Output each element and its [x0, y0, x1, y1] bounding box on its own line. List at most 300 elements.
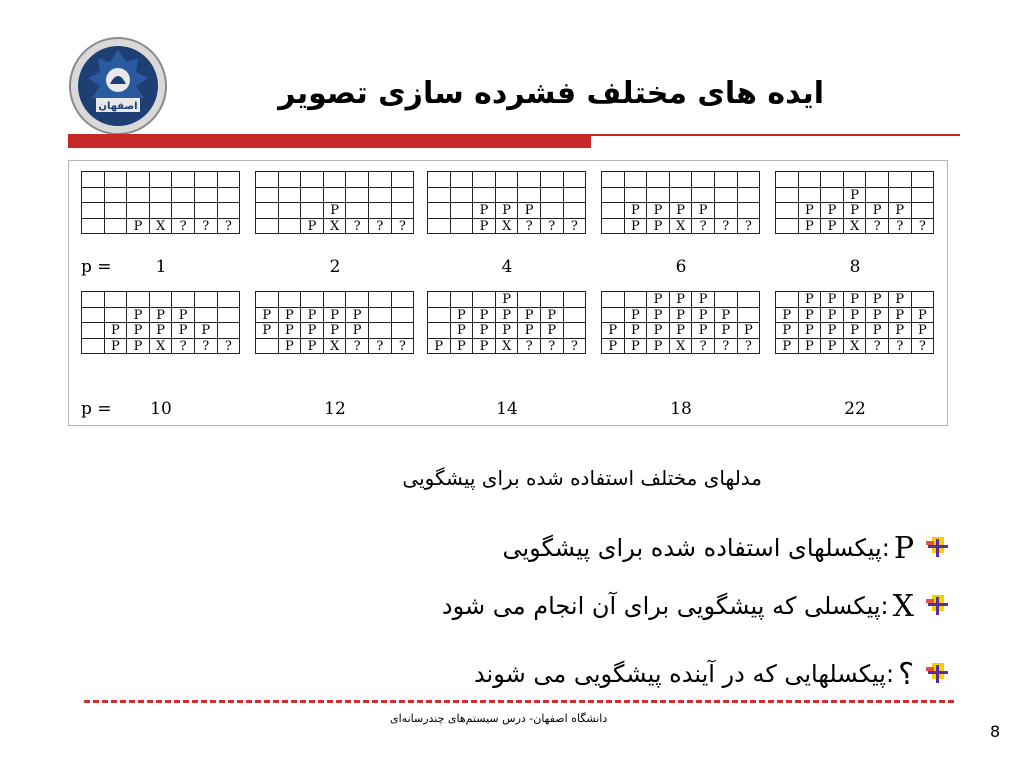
- grid-cell: [776, 292, 799, 308]
- grid-cell: [105, 188, 128, 204]
- grid-cell: ?: [912, 219, 935, 235]
- grid-cell: X: [150, 219, 173, 235]
- grid-cell: X: [324, 339, 347, 355]
- grid-cell: ?: [866, 219, 889, 235]
- grid-cell: [738, 188, 761, 204]
- grid-cell: P: [195, 323, 218, 339]
- grid-cell: [218, 172, 241, 188]
- grid-cell: P: [844, 323, 867, 339]
- grid-cell: [127, 172, 150, 188]
- grid-cell: P: [279, 339, 302, 355]
- grid-cell: [692, 188, 715, 204]
- p-value: 6: [675, 257, 687, 277]
- grid-cell: P: [844, 203, 867, 219]
- grid-cell: [564, 323, 587, 339]
- grid-cell: [392, 188, 415, 204]
- grid-cell: P: [105, 323, 128, 339]
- grid-cell: P: [799, 308, 822, 324]
- legend-item: [442, 586, 950, 626]
- grid-cell: [279, 203, 302, 219]
- grid-cell: P: [647, 339, 670, 355]
- grid-cell: [738, 203, 761, 219]
- grid-cell: [428, 323, 451, 339]
- grid-cell: P: [518, 308, 541, 324]
- grid-cell: P: [428, 339, 451, 355]
- grid-cell: [82, 292, 105, 308]
- template-grid: [427, 291, 586, 354]
- grid-cell: [105, 219, 128, 235]
- grid-cell: [195, 188, 218, 204]
- grid-cell: [602, 172, 625, 188]
- grid-cell: [301, 172, 324, 188]
- grid-cell: P: [279, 308, 302, 324]
- grid-cell: P: [496, 292, 519, 308]
- grid-cell: P: [150, 308, 173, 324]
- grid-cell: X: [496, 219, 519, 235]
- grid-cell: P: [844, 188, 867, 204]
- grid-cell: [346, 188, 369, 204]
- grid-cell: P: [647, 323, 670, 339]
- grid-cell: P: [541, 308, 564, 324]
- grid-cell: [428, 292, 451, 308]
- grid-cell: ?: [541, 339, 564, 355]
- grid-cell: [602, 219, 625, 235]
- legend-symbol: P: [893, 530, 914, 566]
- grid-cell: P: [647, 219, 670, 235]
- grid-cell: P: [150, 323, 173, 339]
- grid-cell: P: [279, 323, 302, 339]
- grid-cell: ?: [889, 339, 912, 355]
- grid-cell: P: [692, 308, 715, 324]
- grid-cell: P: [821, 339, 844, 355]
- grid-cell: [647, 188, 670, 204]
- grid-cell: [82, 188, 105, 204]
- grid-cell: P: [715, 323, 738, 339]
- grid-cell: [451, 172, 474, 188]
- grid-cell: [451, 219, 474, 235]
- figure-caption: مدلهای مختلف استفاده شده برای پیشگویی: [402, 466, 762, 490]
- grid-cell: [82, 323, 105, 339]
- grid-cell: P: [912, 323, 935, 339]
- grid-cell: [127, 292, 150, 308]
- grid-cell: [518, 172, 541, 188]
- grid-cell: P: [301, 308, 324, 324]
- grid-cell: [392, 292, 415, 308]
- grid-cell: P: [127, 339, 150, 355]
- grid-cell: [625, 172, 648, 188]
- grid-cell: ?: [541, 219, 564, 235]
- p-label: p =: [81, 257, 112, 277]
- grid-cell: [324, 292, 347, 308]
- grid-cell: [541, 188, 564, 204]
- grid-cell: ?: [346, 339, 369, 355]
- grid-cell: [451, 292, 474, 308]
- grid-cell: P: [625, 339, 648, 355]
- p-label: p =: [81, 399, 112, 419]
- grid-cell: [195, 308, 218, 324]
- grid-cell: [324, 172, 347, 188]
- grid-cell: [715, 188, 738, 204]
- grid-cell: [82, 308, 105, 324]
- grid-cell: P: [105, 339, 128, 355]
- grid-cell: [564, 172, 587, 188]
- grid-cell: P: [799, 323, 822, 339]
- footer-text: دانشگاه اصفهان- درس سیستم‌های چندرسانه‌ای: [390, 712, 608, 725]
- grid-cell: [541, 292, 564, 308]
- grid-cell: [715, 172, 738, 188]
- grid-cell: [799, 188, 822, 204]
- grid-cell: [564, 308, 587, 324]
- grid-cell: P: [518, 323, 541, 339]
- grid-cell: ?: [692, 219, 715, 235]
- grid-cell: [301, 188, 324, 204]
- grid-cell: X: [670, 339, 693, 355]
- grid-cell: P: [625, 308, 648, 324]
- grid-cell: [602, 308, 625, 324]
- grid-cell: [369, 172, 392, 188]
- grid-cell: P: [715, 308, 738, 324]
- grid-cell: [150, 188, 173, 204]
- grid-cell: [518, 292, 541, 308]
- grid-cell: P: [821, 308, 844, 324]
- grid-cell: [715, 292, 738, 308]
- template-grid: [81, 171, 240, 234]
- logo-text: اصفهان: [98, 101, 138, 112]
- grid-cell: [279, 219, 302, 235]
- p-value: 4: [501, 257, 513, 277]
- p-value: 1: [155, 257, 167, 277]
- grid-cell: P: [602, 323, 625, 339]
- grid-cell: P: [821, 219, 844, 235]
- slide-title: ایده های مختلف فشرده سازی تصویر: [278, 76, 824, 111]
- template-grid: [775, 291, 934, 354]
- grid-cell: P: [473, 308, 496, 324]
- grid-cell: P: [451, 308, 474, 324]
- p-value: 8: [849, 257, 861, 277]
- grid-cell: P: [799, 219, 822, 235]
- grid-cell: [218, 203, 241, 219]
- grid-cell: [799, 172, 822, 188]
- grid-cell: [369, 308, 392, 324]
- grid-cell: [564, 203, 587, 219]
- grid-cell: ?: [172, 339, 195, 355]
- grid-cell: [105, 203, 128, 219]
- grid-cell: P: [776, 308, 799, 324]
- grid-cell: P: [324, 203, 347, 219]
- grid-cell: [256, 188, 279, 204]
- title-divider-thick: [68, 134, 591, 148]
- grid-cell: ?: [715, 339, 738, 355]
- grid-cell: [195, 292, 218, 308]
- grid-cell: [172, 292, 195, 308]
- grid-cell: P: [821, 323, 844, 339]
- legend-symbol: X: [892, 588, 914, 624]
- bullet-square-icon: [924, 535, 950, 561]
- grid-cell: ?: [738, 339, 761, 355]
- grid-cell: [821, 172, 844, 188]
- grid-cell: P: [866, 323, 889, 339]
- grid-cell: P: [451, 339, 474, 355]
- grid-cell: [541, 203, 564, 219]
- grid-cell: [369, 188, 392, 204]
- grid-cell: [256, 172, 279, 188]
- grid-cell: [172, 188, 195, 204]
- grid-cell: [473, 292, 496, 308]
- grid-cell: P: [799, 339, 822, 355]
- grid-cell: P: [912, 308, 935, 324]
- grid-cell: [776, 172, 799, 188]
- grid-cell: ?: [866, 339, 889, 355]
- grid-cell: ?: [518, 219, 541, 235]
- grid-cell: X: [324, 219, 347, 235]
- grid-cell: [218, 292, 241, 308]
- grid-cell: ?: [692, 339, 715, 355]
- grid-cell: [889, 188, 912, 204]
- grid-cell: P: [127, 219, 150, 235]
- grid-cell: ?: [912, 339, 935, 355]
- template-grid: [255, 291, 414, 354]
- grid-cell: P: [670, 308, 693, 324]
- grid-cell: [82, 339, 105, 355]
- grid-cell: P: [301, 219, 324, 235]
- p-value: 14: [496, 399, 518, 419]
- grid-cell: [541, 172, 564, 188]
- grid-cell: [738, 308, 761, 324]
- p-value: 18: [670, 399, 692, 419]
- legend-item: [474, 654, 950, 694]
- template-grid: [427, 171, 586, 234]
- p-value: 10: [150, 399, 172, 419]
- grid-cell: [279, 292, 302, 308]
- grid-cell: [218, 188, 241, 204]
- grid-cell: [279, 188, 302, 204]
- legend-item: [502, 528, 950, 568]
- grid-cell: [256, 292, 279, 308]
- grid-cell: P: [473, 203, 496, 219]
- grid-cell: P: [692, 323, 715, 339]
- grid-cell: [195, 172, 218, 188]
- grid-cell: ?: [369, 219, 392, 235]
- footer-dashed-line: [84, 700, 954, 703]
- grid-cell: [369, 292, 392, 308]
- grid-cell: [218, 323, 241, 339]
- template-grid: [601, 171, 760, 234]
- grid-cell: P: [776, 339, 799, 355]
- grid-cell: [369, 323, 392, 339]
- grid-cell: P: [821, 292, 844, 308]
- grid-cell: [428, 308, 451, 324]
- grid-cell: [473, 172, 496, 188]
- grid-cell: [324, 188, 347, 204]
- template-grid: [81, 291, 240, 354]
- p-value: 22: [844, 399, 866, 419]
- page-number: 8: [990, 722, 1001, 741]
- grid-cell: ?: [564, 339, 587, 355]
- grid-cell: P: [301, 323, 324, 339]
- grid-cell: ?: [218, 339, 241, 355]
- grid-cell: P: [889, 308, 912, 324]
- legend-colon: :: [881, 534, 890, 562]
- grid-cell: [369, 203, 392, 219]
- grid-cell: [428, 203, 451, 219]
- grid-cell: [256, 203, 279, 219]
- grid-cell: [866, 188, 889, 204]
- grid-cell: ?: [715, 219, 738, 235]
- grid-cell: [428, 219, 451, 235]
- grid-cell: [392, 172, 415, 188]
- grid-cell: [150, 292, 173, 308]
- grid-cell: [127, 203, 150, 219]
- legend-colon: :: [880, 592, 889, 620]
- grid-cell: [564, 188, 587, 204]
- grid-cell: ?: [392, 219, 415, 235]
- grid-cell: P: [346, 323, 369, 339]
- grid-cell: [625, 292, 648, 308]
- grid-cell: [912, 292, 935, 308]
- grid-cell: P: [473, 323, 496, 339]
- grid-cell: P: [256, 323, 279, 339]
- grid-cell: [844, 172, 867, 188]
- grid-cell: P: [496, 323, 519, 339]
- template-grid: [601, 291, 760, 354]
- grid-cell: [602, 203, 625, 219]
- grid-cell: [346, 172, 369, 188]
- grid-cell: X: [670, 219, 693, 235]
- grid-cell: P: [738, 323, 761, 339]
- grid-cell: P: [670, 292, 693, 308]
- grid-cell: [392, 203, 415, 219]
- grid-cell: P: [602, 339, 625, 355]
- grid-cell: P: [172, 308, 195, 324]
- grid-cell: [279, 172, 302, 188]
- grid-cell: P: [473, 339, 496, 355]
- grid-cell: [301, 292, 324, 308]
- grid-cell: [150, 172, 173, 188]
- grid-cell: P: [451, 323, 474, 339]
- grid-cell: P: [866, 292, 889, 308]
- grid-cell: [256, 219, 279, 235]
- grid-cell: X: [150, 339, 173, 355]
- grid-cell: P: [647, 308, 670, 324]
- grid-cell: [670, 188, 693, 204]
- grid-cell: [625, 188, 648, 204]
- grid-cell: P: [172, 323, 195, 339]
- p-value: 12: [324, 399, 346, 419]
- grid-cell: P: [647, 203, 670, 219]
- grid-cell: ?: [518, 339, 541, 355]
- university-logo-icon: [66, 36, 170, 136]
- grid-cell: [692, 172, 715, 188]
- grid-cell: P: [625, 203, 648, 219]
- grid-cell: P: [889, 323, 912, 339]
- grid-cell: P: [518, 203, 541, 219]
- legend-text: پیکسلهایی که در آینده پیشگویی می شوند: [473, 660, 886, 688]
- grid-cell: P: [889, 292, 912, 308]
- grid-cell: ?: [889, 219, 912, 235]
- grid-cell: [776, 188, 799, 204]
- grid-cell: [451, 188, 474, 204]
- grid-cell: P: [496, 308, 519, 324]
- grid-cell: P: [324, 323, 347, 339]
- grid-cell: P: [301, 339, 324, 355]
- grid-cell: [912, 188, 935, 204]
- grid-cell: [346, 203, 369, 219]
- grid-cell: P: [799, 203, 822, 219]
- grid-cell: [821, 188, 844, 204]
- p-value: 2: [329, 257, 341, 277]
- grid-cell: [776, 219, 799, 235]
- grid-cell: [105, 308, 128, 324]
- grid-cell: [496, 172, 519, 188]
- grid-cell: [564, 292, 587, 308]
- template-grid: [255, 171, 414, 234]
- grid-cell: P: [692, 292, 715, 308]
- grid-cell: P: [776, 323, 799, 339]
- grid-cell: [912, 203, 935, 219]
- grid-cell: [738, 292, 761, 308]
- legend-text: پیکسلهای استفاده شده برای پیشگویی: [502, 534, 882, 562]
- legend-colon: :: [885, 660, 895, 688]
- grid-cell: P: [324, 308, 347, 324]
- grid-cell: ?: [172, 219, 195, 235]
- grid-cell: [346, 292, 369, 308]
- bullet-square-icon: [924, 593, 950, 619]
- grid-cell: ?: [195, 219, 218, 235]
- template-grid: [775, 171, 934, 234]
- grid-cell: [518, 188, 541, 204]
- grid-cell: [602, 292, 625, 308]
- grid-cell: P: [496, 203, 519, 219]
- grid-cell: [82, 172, 105, 188]
- grid-cell: P: [692, 203, 715, 219]
- grid-cell: [889, 172, 912, 188]
- grid-cell: P: [346, 308, 369, 324]
- grid-cell: [776, 203, 799, 219]
- grid-cell: P: [256, 308, 279, 324]
- grid-cell: [912, 172, 935, 188]
- grid-cell: [105, 172, 128, 188]
- grid-cell: P: [647, 292, 670, 308]
- grid-cell: [392, 308, 415, 324]
- legend-symbol: ؟: [898, 656, 914, 692]
- grid-cell: [301, 203, 324, 219]
- grid-cell: ?: [195, 339, 218, 355]
- grid-cell: [82, 219, 105, 235]
- grid-cell: [738, 172, 761, 188]
- grid-cell: [496, 188, 519, 204]
- grid-cell: ?: [369, 339, 392, 355]
- grid-cell: P: [127, 323, 150, 339]
- grid-cell: P: [844, 308, 867, 324]
- grid-cell: [428, 172, 451, 188]
- grid-cell: P: [844, 292, 867, 308]
- grid-cell: P: [799, 292, 822, 308]
- grid-cell: [150, 203, 173, 219]
- grid-cell: [647, 172, 670, 188]
- grid-cell: [866, 172, 889, 188]
- grid-cell: ?: [564, 219, 587, 235]
- grid-cell: P: [866, 203, 889, 219]
- bullet-square-icon: [924, 661, 950, 687]
- grid-cell: [127, 188, 150, 204]
- grid-cell: [392, 323, 415, 339]
- grid-cell: P: [127, 308, 150, 324]
- grid-cell: [256, 339, 279, 355]
- grid-cell: ?: [738, 219, 761, 235]
- grid-cell: P: [866, 308, 889, 324]
- grid-cell: X: [844, 219, 867, 235]
- grid-cell: [428, 188, 451, 204]
